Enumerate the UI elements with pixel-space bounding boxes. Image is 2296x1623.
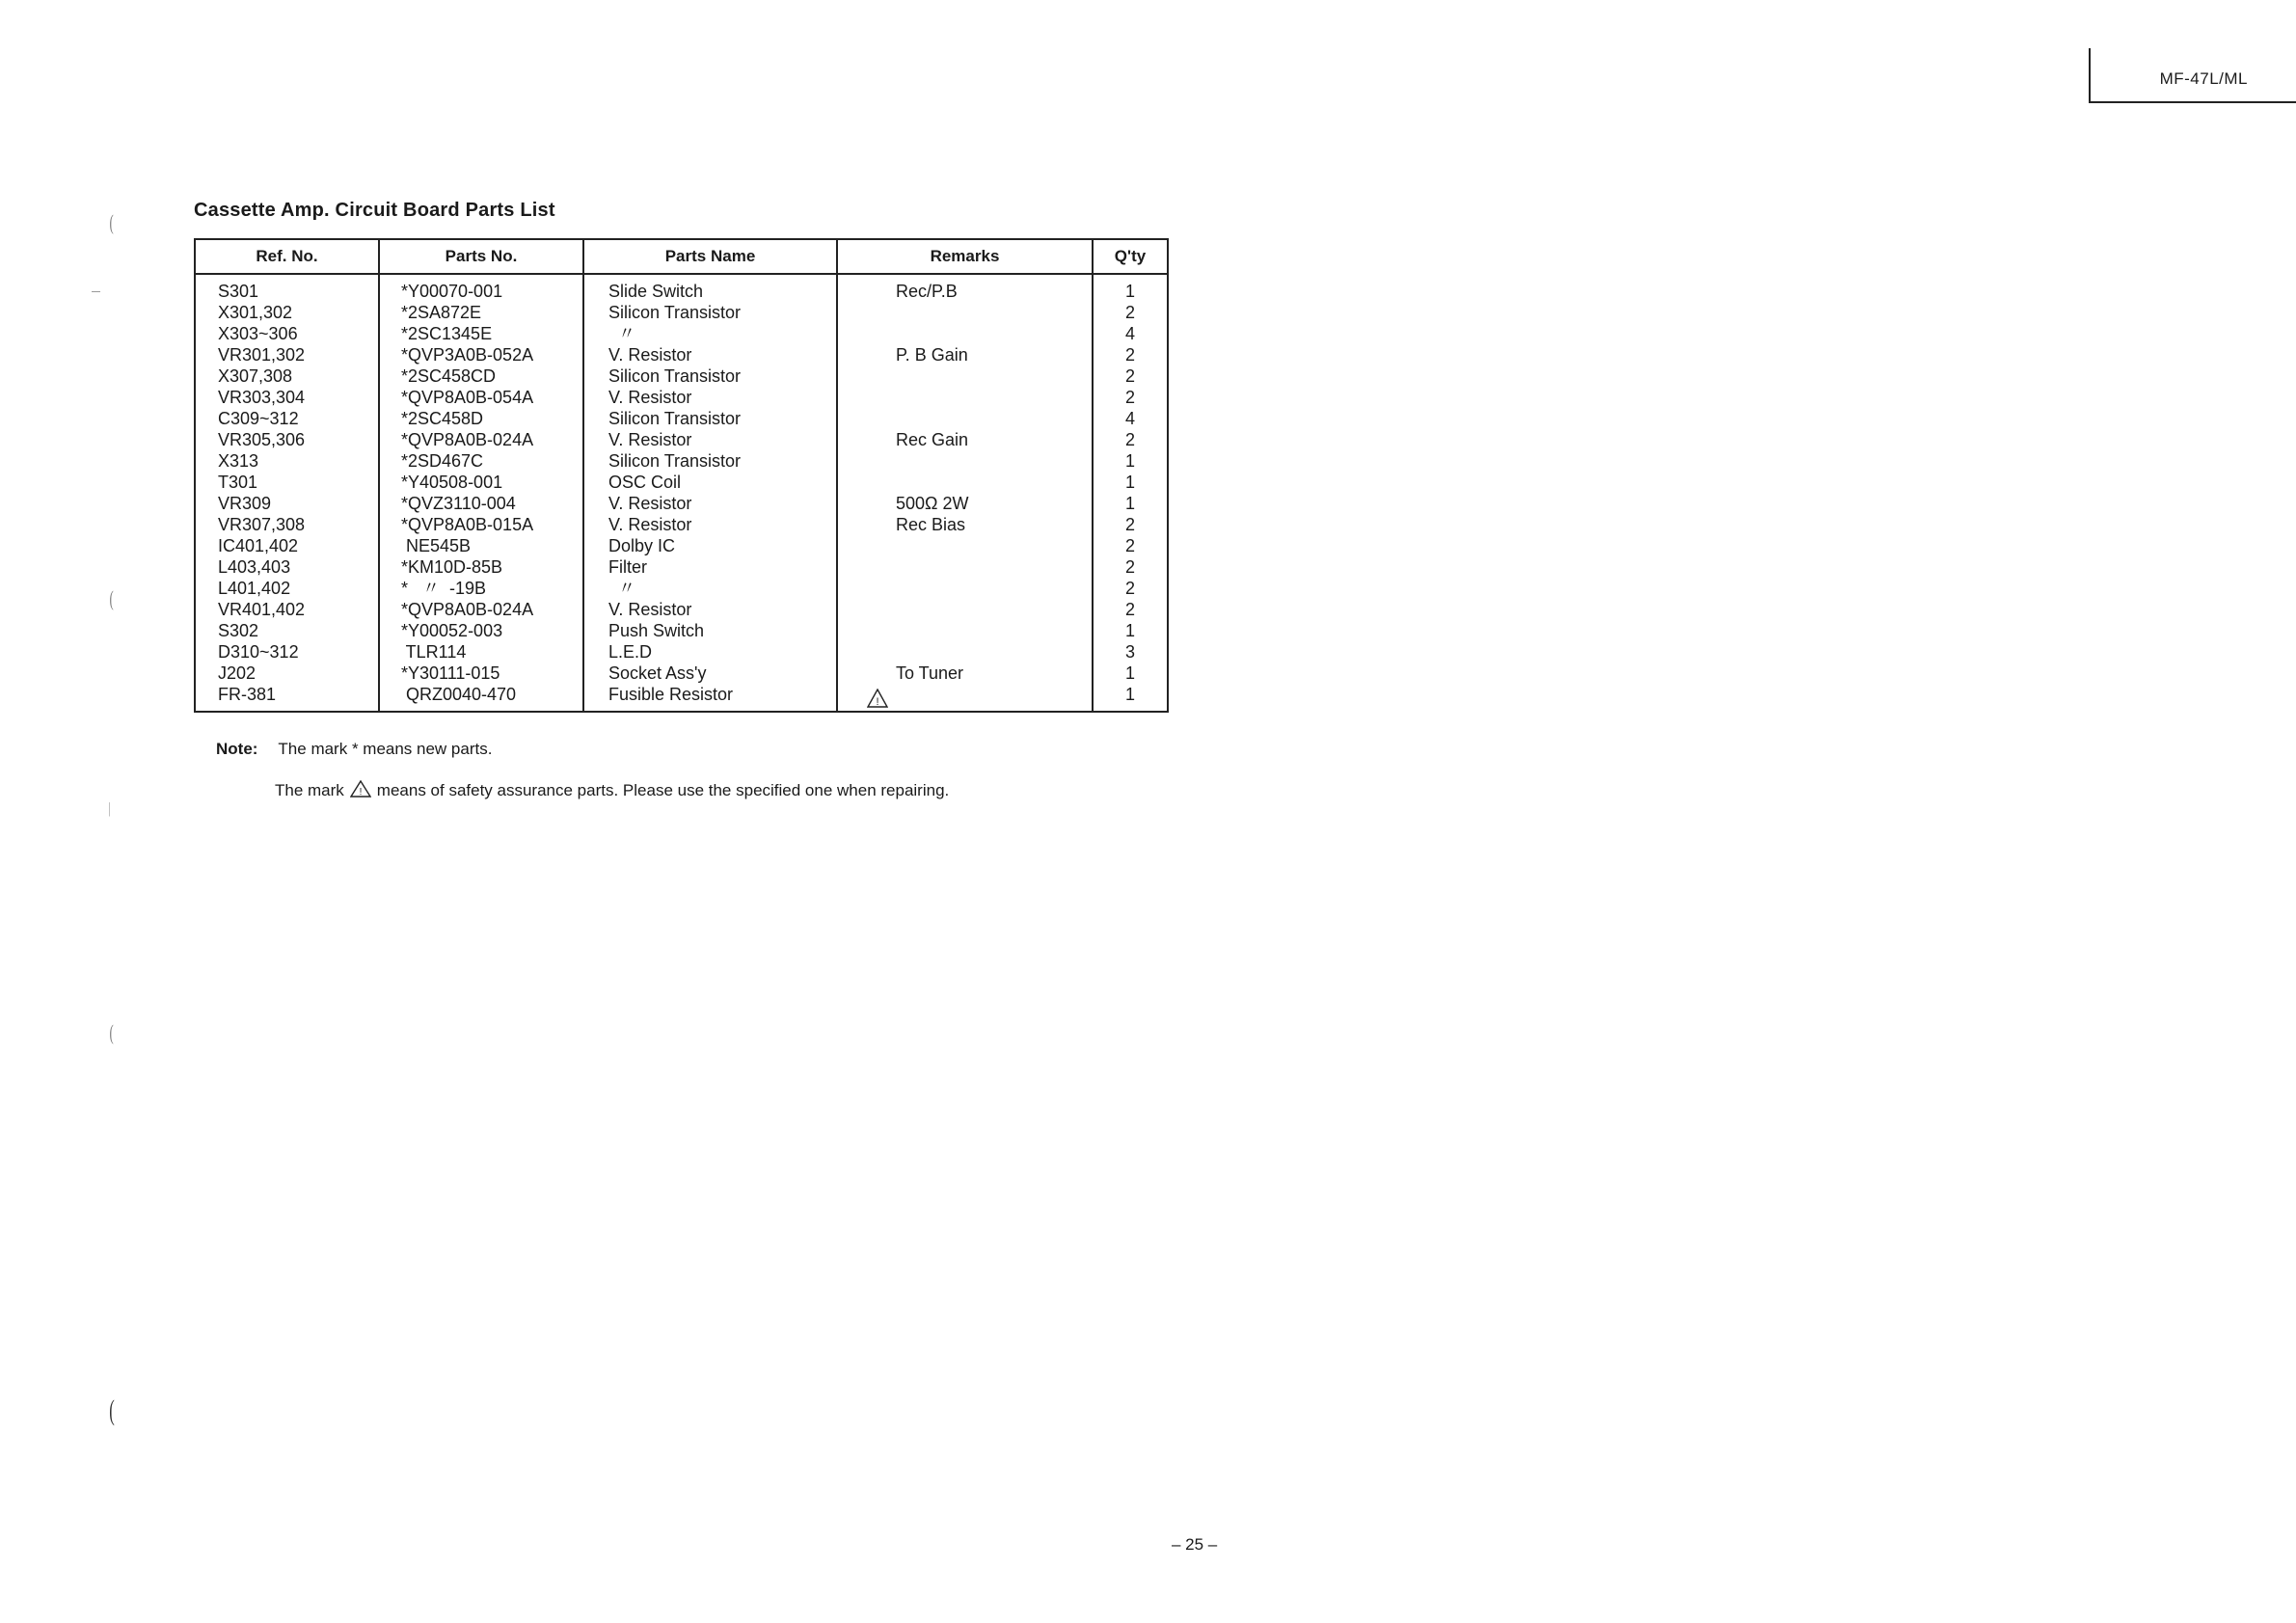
table-row [195,274,1168,302]
ref-no-cell: VR301,302 [195,344,379,365]
qty-cell: 2 [1093,599,1168,620]
ref-no-cell: C309~312 [195,408,379,429]
parts-no-cell: *2SC458D [379,408,583,429]
table-row [195,450,1168,472]
table-row [195,535,1168,556]
ref-no-cell: X313 [195,450,379,472]
ref-no-cell: X303~306 [195,323,379,344]
ref-no-cell: FR-381 [195,684,379,712]
document-title: Cassette Amp. Circuit Board Parts List [194,200,555,221]
parts-no-cell: *2SC1345E [379,323,583,344]
table-row [195,472,1168,493]
parts-name-cell: 〃 [583,578,837,599]
parts-name-cell: OSC Coil [583,472,837,493]
remarks-cell [837,599,1093,620]
qty-cell: 3 [1093,641,1168,663]
ref-no-cell: S302 [195,620,379,641]
remarks-cell: Rec/P.B [837,274,1093,302]
qty-cell: 1 [1093,274,1168,302]
ref-no-cell: X307,308 [195,365,379,387]
qty-cell: 2 [1093,365,1168,387]
ref-no-cell: VR305,306 [195,429,379,450]
ref-no-cell: L403,403 [195,556,379,578]
ref-no-cell: L401,402 [195,578,379,599]
table-row [195,514,1168,535]
ref-no-cell: VR307,308 [195,514,379,535]
parts-list-table [194,238,1169,713]
qty-cell: 1 [1093,472,1168,493]
table-row [195,323,1168,344]
remarks-cell: P. B Gain [837,344,1093,365]
parts-no-cell: *Y30111-015 [379,663,583,684]
table-row [195,663,1168,684]
parts-no-cell: *2SD467C [379,450,583,472]
parts-name-cell: V. Resistor [583,344,837,365]
model-header-box [2089,48,2296,103]
qty-cell: 2 [1093,344,1168,365]
parts-no-cell: *2SC458CD [379,365,583,387]
column-header-parts-no: Parts No. [379,239,583,274]
parts-name-cell: Silicon Transistor [583,365,837,387]
margin-mark: ( [109,210,114,234]
column-header-ref-no: Ref. No. [195,239,379,274]
column-header-parts-name: Parts Name [583,239,837,274]
parts-name-cell: V. Resistor [583,429,837,450]
table-row [195,641,1168,663]
parts-name-cell: L.E.D [583,641,837,663]
ref-no-cell: VR303,304 [195,387,379,408]
svg-text:!: ! [359,787,363,798]
remarks-cell [837,408,1093,429]
remarks-cell: To Tuner [837,663,1093,684]
note-label: Note: [216,740,258,758]
qty-cell: 4 [1093,408,1168,429]
ref-no-cell: IC401,402 [195,535,379,556]
remarks-cell [837,684,1093,712]
note-safety-text: means of safety assurance parts. Please use the specified one when repairing. [376,781,950,799]
remarks-cell: 500Ω 2W [837,493,1093,514]
parts-no-cell: *QVP8A0B-024A [379,599,583,620]
qty-cell: 2 [1093,535,1168,556]
parts-no-cell: NE545B [379,535,583,556]
remarks-cell [837,387,1093,408]
parts-no-cell: *Y40508-001 [379,472,583,493]
table-row [195,302,1168,323]
model-number: MF-47L/ML [2159,69,2248,88]
qty-cell: 1 [1093,684,1168,712]
parts-no-cell: *QVP8A0B-024A [379,429,583,450]
parts-name-cell: Silicon Transistor [583,302,837,323]
ref-no-cell: T301 [195,472,379,493]
margin-mark: ( [109,1020,114,1044]
remarks-cell [837,556,1093,578]
remarks-cell: Rec Bias [837,514,1093,535]
parts-name-cell: Silicon Transistor [583,408,837,429]
parts-name-cell: V. Resistor [583,387,837,408]
note-safety-prefix: The mark [275,781,344,799]
remarks-cell [837,323,1093,344]
remarks-cell [837,302,1093,323]
table-row [195,620,1168,641]
qty-cell: 1 [1093,620,1168,641]
parts-no-cell: *QVP8A0B-015A [379,514,583,535]
parts-no-cell: *QVZ3110-004 [379,493,583,514]
parts-no-cell: *2SA872E [379,302,583,323]
parts-no-cell: *QVP8A0B-054A [379,387,583,408]
qty-cell: 2 [1093,387,1168,408]
parts-name-cell: V. Resistor [583,514,837,535]
table-row [195,387,1168,408]
table-header-row [195,239,1168,274]
parts-table-body [195,274,1168,712]
remarks-cell [837,535,1093,556]
parts-name-cell: Push Switch [583,620,837,641]
remarks-cell: Rec Gain [837,429,1093,450]
table-row [195,365,1168,387]
table-row [195,556,1168,578]
ref-no-cell: X301,302 [195,302,379,323]
parts-name-cell: Dolby IC [583,535,837,556]
parts-no-cell: TLR114 [379,641,583,663]
parts-no-cell: *Y00070-001 [379,274,583,302]
safety-warning-icon [350,780,371,798]
parts-no-cell: *Y00052-003 [379,620,583,641]
parts-name-cell: Silicon Transistor [583,450,837,472]
note-new-parts [216,740,492,759]
qty-cell: 2 [1093,429,1168,450]
table-row [195,578,1168,599]
safety-warning-icon [867,689,888,708]
margin-dash [92,291,100,292]
svg-text:!: ! [876,696,879,708]
qty-cell: 2 [1093,302,1168,323]
ref-no-cell: J202 [195,663,379,684]
qty-cell: 4 [1093,323,1168,344]
remarks-cell [837,578,1093,599]
margin-mark: ( [109,586,114,610]
remarks-cell [837,620,1093,641]
ref-no-cell: VR401,402 [195,599,379,620]
page-number: – 25 – [1172,1535,1218,1554]
note-safety-parts [275,780,949,800]
qty-cell: 2 [1093,556,1168,578]
qty-cell: 1 [1093,493,1168,514]
margin-mark: ( [109,1394,115,1426]
parts-name-cell: 〃 [583,323,837,344]
table-row [195,599,1168,620]
remarks-cell [837,365,1093,387]
qty-cell: 1 [1093,663,1168,684]
ref-no-cell: VR309 [195,493,379,514]
parts-no-cell: * 〃 -19B [379,578,583,599]
parts-name-cell: Slide Switch [583,274,837,302]
qty-cell: 2 [1093,514,1168,535]
parts-name-cell: Socket Ass'y [583,663,837,684]
parts-name-cell: V. Resistor [583,493,837,514]
qty-cell: 1 [1093,450,1168,472]
table-row [195,684,1168,712]
margin-mark: | [108,800,111,817]
table-row [195,493,1168,514]
table-row [195,344,1168,365]
column-header-qty: Q'ty [1093,239,1168,274]
column-header-remarks: Remarks [837,239,1093,274]
parts-name-cell: V. Resistor [583,599,837,620]
remarks-cell [837,641,1093,663]
remarks-cell [837,450,1093,472]
table-row [195,429,1168,450]
table-row [195,408,1168,429]
remarks-cell [837,472,1093,493]
parts-no-cell: *QVP3A0B-052A [379,344,583,365]
parts-name-cell: Fusible Resistor [583,684,837,712]
parts-name-cell: Filter [583,556,837,578]
ref-no-cell: D310~312 [195,641,379,663]
note-new-parts-text: The mark * means new parts. [278,740,493,758]
parts-no-cell: *KM10D-85B [379,556,583,578]
ref-no-cell: S301 [195,274,379,302]
qty-cell: 2 [1093,578,1168,599]
parts-no-cell: QRZ0040-470 [379,684,583,712]
